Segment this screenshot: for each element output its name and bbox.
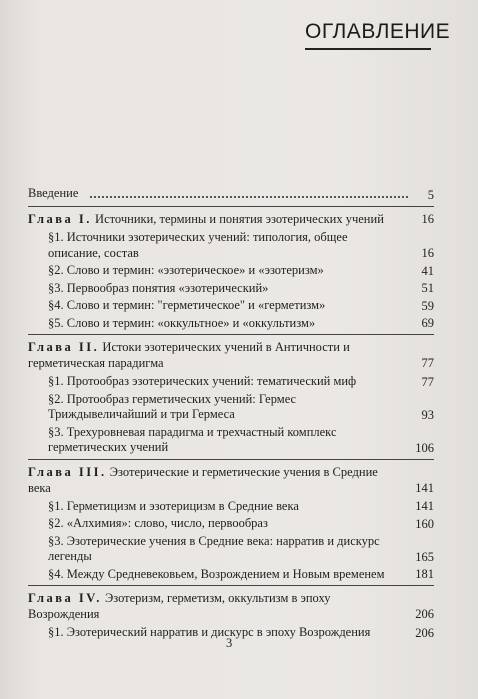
intro-title: Введение — [28, 186, 79, 200]
heading-block — [305, 20, 451, 50]
chapter-page-number: 77 — [421, 356, 434, 370]
section-page-number: 41 — [421, 263, 434, 278]
chapter-label: Глава II. — [28, 340, 100, 354]
chapter-page-number: 206 — [415, 607, 434, 621]
section-page-number: 51 — [421, 281, 434, 295]
section-page-number: 181 — [415, 567, 434, 581]
toc-section[interactable] — [48, 625, 434, 641]
section-page-number: 206 — [415, 625, 434, 640]
section-title: §1. Протообраз эзотерических учений: тематический миф — [48, 374, 357, 388]
section-page-number: 69 — [421, 316, 434, 330]
chapter-label: Глава I. — [28, 212, 92, 226]
toc-chapter-1[interactable] — [28, 211, 434, 227]
toc-section[interactable] — [48, 516, 434, 532]
toc-entry-intro[interactable] — [28, 183, 434, 203]
section-page-number: 141 — [415, 499, 434, 513]
section-page-number: 106 — [415, 440, 434, 455]
section-page-number: 160 — [415, 516, 434, 531]
section-title: §3. Первообраз понятия «эзотерический» — [48, 280, 269, 295]
heading-underline — [305, 48, 431, 50]
toc-section[interactable] — [48, 534, 434, 565]
chapter-title: Истоки эзотерических учений в Античности и герметическая парадигма — [28, 340, 350, 370]
toc-section[interactable] — [48, 230, 434, 261]
section-title: §2. Слово и термин: «эзотерическое» и «эзотеризм» — [48, 263, 324, 277]
toc-section[interactable] — [48, 425, 434, 456]
chapter-title: Эзотеризм, герметизм, оккультизм в эпоху Возрождения — [28, 591, 331, 621]
section-title: §3. Эзотерические учения в Средние века: нарратив и дискурс легенды — [48, 533, 380, 563]
chapter-title: Эзотерические и герметические учения в Средние века — [28, 464, 378, 495]
section-page-number: 77 — [421, 374, 434, 389]
section-title: §1. Герметицизм и эзотерицизм в Средние века — [48, 498, 299, 513]
section-title: §5. Слово и термин: «оккультное» и «оккультизм» — [48, 315, 316, 330]
table-of-contents — [28, 183, 434, 643]
section-title: §2. Протообраз герметических учений: Гермес Триждывеличайший и три Гермеса — [48, 391, 297, 421]
page-number: 3 — [226, 636, 233, 650]
chapter-label: Глава IV. — [28, 591, 102, 605]
dot-leader — [90, 196, 408, 198]
divider — [28, 459, 434, 460]
chapter-page-number: 141 — [415, 480, 434, 495]
toc-chapter-2[interactable] — [28, 339, 434, 371]
chapter-title: Источники, термины и понятия эзотерических учений — [95, 212, 384, 226]
toc-section[interactable] — [48, 263, 434, 279]
toc-section[interactable] — [48, 298, 434, 314]
toc-section[interactable] — [48, 374, 434, 390]
section-title: §3. Трехуровневая парадигма и трехчастный комплекс герметических учений — [48, 424, 337, 454]
toc-section[interactable] — [48, 316, 434, 332]
toc-section[interactable] — [48, 392, 434, 423]
section-title: §4. Между Средневековьем, Возрождением и Новым временем — [48, 566, 385, 581]
chapter-page-number: 16 — [421, 212, 434, 226]
toc-chapter-4[interactable] — [28, 590, 434, 622]
toc-section[interactable] — [48, 499, 434, 515]
toc-section[interactable] — [48, 567, 434, 583]
section-page-number: 59 — [421, 298, 434, 313]
intro-page-number: 5 — [427, 188, 434, 202]
toc-section[interactable] — [48, 281, 434, 297]
section-title: §4. Слово и термин: "герметическое" и «герметизм» — [48, 298, 326, 312]
section-page-number: 165 — [415, 549, 434, 564]
section-page-number: 93 — [421, 407, 434, 422]
section-title: §2. «Алхимия»: слово, число, первообраз — [48, 516, 268, 530]
divider — [28, 206, 434, 207]
section-title: §1. Эзотерический нарратив и дискурс в эпоху Возрождения — [48, 625, 371, 639]
divider — [28, 334, 434, 335]
section-page-number: 16 — [421, 246, 434, 260]
toc-heading: ОГЛАВЛЕНИЕ — [305, 20, 451, 43]
toc-chapter-3[interactable] — [28, 464, 434, 496]
divider — [28, 585, 434, 586]
chapter-label: Глава III. — [28, 464, 107, 479]
section-title: §1. Источники эзотерических учений: типология, общее описание, состав — [48, 230, 348, 260]
